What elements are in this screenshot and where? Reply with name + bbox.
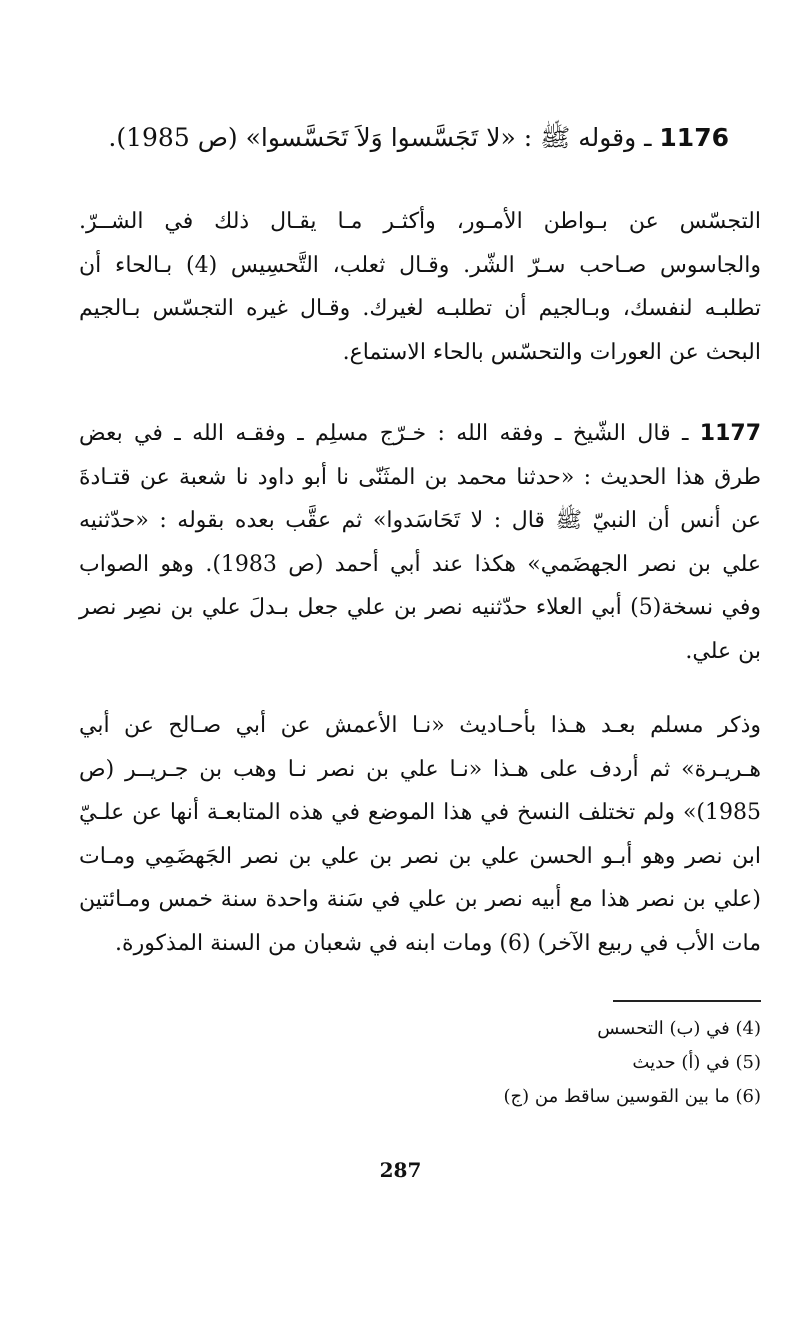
paragraph-line-text: ـ قال الشّيخ ـ وفقه الله : خـرّج مسلِم ـ وفقـه الله ـ في بعض xyxy=(79,421,700,446)
paragraph-line: والجاسوس صـاحب سـرّ الشّر. وقـال ثعلب، التَّحسِيس (4) بـالحاء أن xyxy=(79,252,761,278)
paragraph-entry-1177 xyxy=(79,412,761,673)
footnote-separator xyxy=(613,1000,761,1002)
footnote-4: (4) في (ب) التحسس xyxy=(597,1018,761,1039)
paragraph-muslim-narrations xyxy=(79,704,761,965)
page-number: 287 xyxy=(379,1158,422,1182)
entry-number: 1176 xyxy=(659,123,729,152)
paragraph-line: البحث عن العورات والتحسّس بالحاء الاستماع. xyxy=(342,339,761,365)
paragraph-line: (علي بن نصر هذا مع أبيه نصر بن علي في سَنة واحدة سنة خمس ومـائتين xyxy=(79,887,761,912)
paragraph-line: هـريـرة» ثم أردف على هـذا «نـا علي بن نصر نـا وهب بن جـريــر (ص xyxy=(79,756,761,782)
paragraph-line: طرق هذا الحديث : «حدثنا محمد بن المثَنّى نا أبو داود نا شعبة عن قتـادةَ xyxy=(79,464,761,490)
entry-heading-text: ـ وقوله ﷺ : «لا تَجَسَّسوا وَلاَ تَحَسَّسوا» (ص 1985). xyxy=(108,123,660,152)
footnotes xyxy=(261,1012,761,1114)
footnote-6: (6) ما بين القوسين ساقط من (ج) xyxy=(503,1086,761,1107)
entry-heading-1176 xyxy=(49,118,729,158)
paragraph-line: ابن نصر وهو أبـو الحسن علي بن نصر بن علي بن نصر الجَهضَمِي ومـات xyxy=(79,843,761,869)
paragraph-line: مات الأب في ربيع الآخر) (6) ومات ابنه في شعبان من السنة المذكورة. xyxy=(115,930,761,956)
paragraph-line xyxy=(79,412,761,456)
footnote-5: (5) في (أ) حديث xyxy=(632,1052,761,1073)
paragraph-tajassus-definition xyxy=(79,200,761,374)
paragraph-line: علي بن نصر الجهضَمي» هكذا عند أبي أحمد (ص 1983). وهو الصواب xyxy=(79,551,761,577)
paragraph-line: التجسّس عن بـواطن الأمـور، وأكثـر مـا يقـال ذلك في الشــرّ. xyxy=(79,209,762,234)
paragraph-line: عن أنس أن النبيّ ﷺ قال : لا تَحَاسَدوا» ثم عقَّب بعده بقوله : «حدّثنيه xyxy=(79,508,761,533)
entry-number: 1177 xyxy=(699,421,761,446)
paragraph-line: تطلبـه لنفسك، وبـالجيم أن تطلبـه لغيرك. وقـال غيره التجسّس بـالجيم xyxy=(79,296,761,321)
paragraph-line: 1985)» ولم تختلف النسخ في هذا الموضع في هذه المتابعـة أنها عن علـيّ xyxy=(79,800,761,825)
paragraph-line: وذكر مسلم بعـد هـذا بأحـاديث «نـا الأعمش عن أبي صـالح عن أبي xyxy=(79,713,761,738)
paragraph-line: بن علي. xyxy=(685,638,761,664)
paragraph-line: وفي نسخة(5) أبي العلاء حدّثنيه نصر بن علي جعل بـدلَ علي بن نصِر نصر xyxy=(79,595,761,620)
